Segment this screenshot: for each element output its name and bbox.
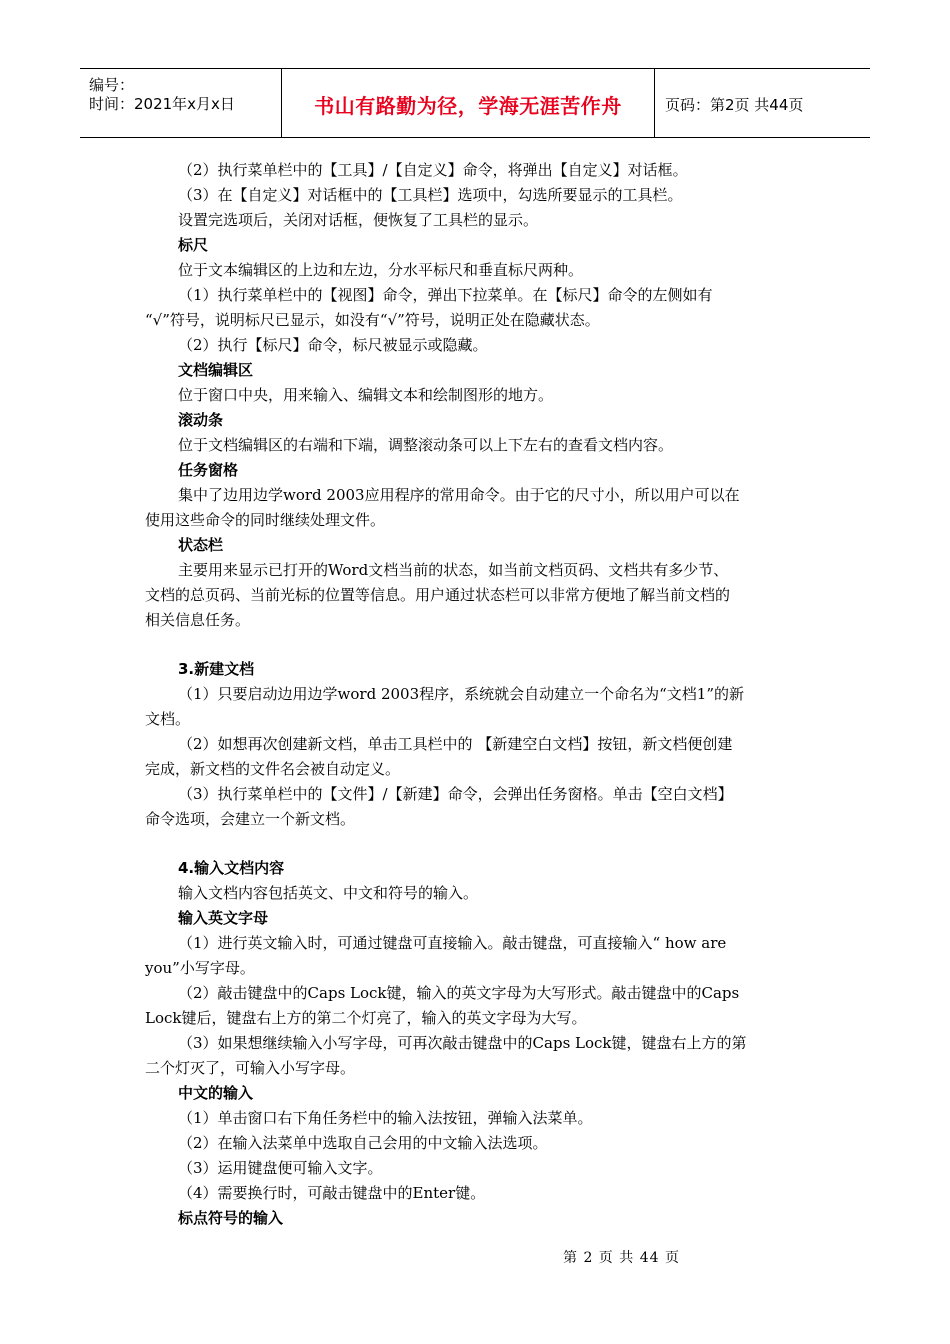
section-heading: 标尺 [178, 236, 209, 254]
body-line: （2）执行菜单栏中的【工具】/【自定义】命令，将弹出【自定义】对话框。 [178, 161, 688, 179]
body-line: 位于文本编辑区的上边和左边，分水平标尺和垂直标尺两种。 [178, 261, 584, 279]
page-footer: 第 2 页 共 44 页 [563, 1250, 680, 1266]
body-line: 使用这些命令的同时继续处理文件。 [145, 511, 386, 529]
body-line: （1）单击窗口右下角任务栏中的输入法按钮，弹输入法菜单。 [178, 1109, 593, 1127]
section-heading: 任务窗格 [178, 461, 239, 479]
header-page-label: 页码：第2页 共44页 [665, 96, 804, 114]
body-line: （1）执行菜单栏中的【视图】命令，弹出下拉菜单。在【标尺】命令的左侧如有 [178, 286, 713, 304]
section-heading: 中文的输入 [178, 1084, 254, 1102]
body-line: 二个灯灭了，可输入小写字母。 [145, 1059, 356, 1077]
body-line: 命令选项，会建立一个新文档。 [145, 810, 356, 828]
body-line: 输入文档内容包括英文、中文和符号的输入。 [178, 884, 479, 902]
document-time-label: 时间：2021年x月x日 [89, 95, 235, 113]
body-line: （2）执行【标尺】命令，标尺被显示或隐藏。 [178, 336, 488, 354]
header-page-cell [655, 69, 870, 137]
section-heading: 滚动条 [178, 411, 224, 429]
section-heading: 输入英文字母 [178, 909, 269, 927]
body-line: 位于窗口中央，用来输入、编辑文本和绘制图形的地方。 [178, 386, 554, 404]
body-line: 相关信息任务。 [145, 611, 251, 629]
header-meta [80, 69, 282, 137]
body-line: 集中了边用边学word 2003应用程序的常用命令。由于它的尺寸小，所以用户可以在 [178, 486, 740, 504]
body-line: 位于文档编辑区的右端和下端，调整滚动条可以上下左右的查看文档内容。 [178, 436, 674, 454]
section-heading: 状态栏 [178, 536, 224, 554]
body-line: 文档的总页码、当前光标的位置等信息。用户通过状态栏可以非常方便地了解当前文档的 [145, 586, 731, 604]
body-line: 文档。 [145, 710, 191, 728]
body-line: 设置完选项后，关闭对话框，便恢复了工具栏的显示。 [178, 211, 539, 229]
section-heading: 标点符号的输入 [178, 1209, 284, 1227]
body-line: you”小写字母。 [145, 959, 255, 977]
body-line: （1）只要启动边用边学word 2003程序，系统就会自动建立一个命名为“文档1”的新 [178, 685, 745, 703]
header-motto-cell [282, 69, 655, 137]
page-header [80, 68, 870, 138]
section-heading: 4.输入文档内容 [178, 859, 285, 877]
section-heading: 文档编辑区 [178, 361, 254, 379]
body-line: “√”符号，说明标尺已显示，如没有“√”符号，说明正处在隐藏状态。 [145, 311, 600, 329]
body-line: 主要用来显示已打开的Word文档当前的状态，如当前文档页码、文档共有多少节、 [178, 561, 729, 579]
section-heading: 3.新建文档 [178, 660, 255, 678]
body-line: （2）如想再次创建新文档，单击工具栏中的 【新建空白文档】按钮，新文档便创建 [178, 735, 733, 753]
body-line: （1）进行英文输入时，可通过键盘可直接输入。敲击键盘，可直接输入“ how are [178, 934, 727, 952]
body-line: Lock键后，键盘右上方的第二个灯亮了，输入的英文字母为大写。 [145, 1009, 587, 1027]
body-line: （2）敲击键盘中的Caps Lock键，输入的英文字母为大写形式。敲击键盘中的Caps [178, 984, 740, 1002]
body-line: （3）如果想继续输入小写字母，可再次敲击键盘中的Caps Lock键，键盘右上方的第 [178, 1034, 747, 1052]
document-number-label: 编号： [89, 76, 135, 94]
header-motto: 书山有路勤为径，学海无涯苦作舟 [314, 94, 622, 118]
body-line: （3）运用键盘便可输入文字。 [178, 1159, 383, 1177]
body-line: （3）执行菜单栏中的【文件】/【新建】命令，会弹出任务窗格。单击【空白文档】 [178, 785, 733, 803]
body-line: （3）在【自定义】对话框中的【工具栏】选项中，勾选所要显示的工具栏。 [178, 186, 683, 204]
body-line: （4）需要换行时，可敲击键盘中的Enter键。 [178, 1184, 486, 1202]
body-line: （2）在输入法菜单中选取自己会用的中文输入法选项。 [178, 1134, 548, 1152]
body-line: 完成，新文档的文件名会被自动定义。 [145, 760, 401, 778]
